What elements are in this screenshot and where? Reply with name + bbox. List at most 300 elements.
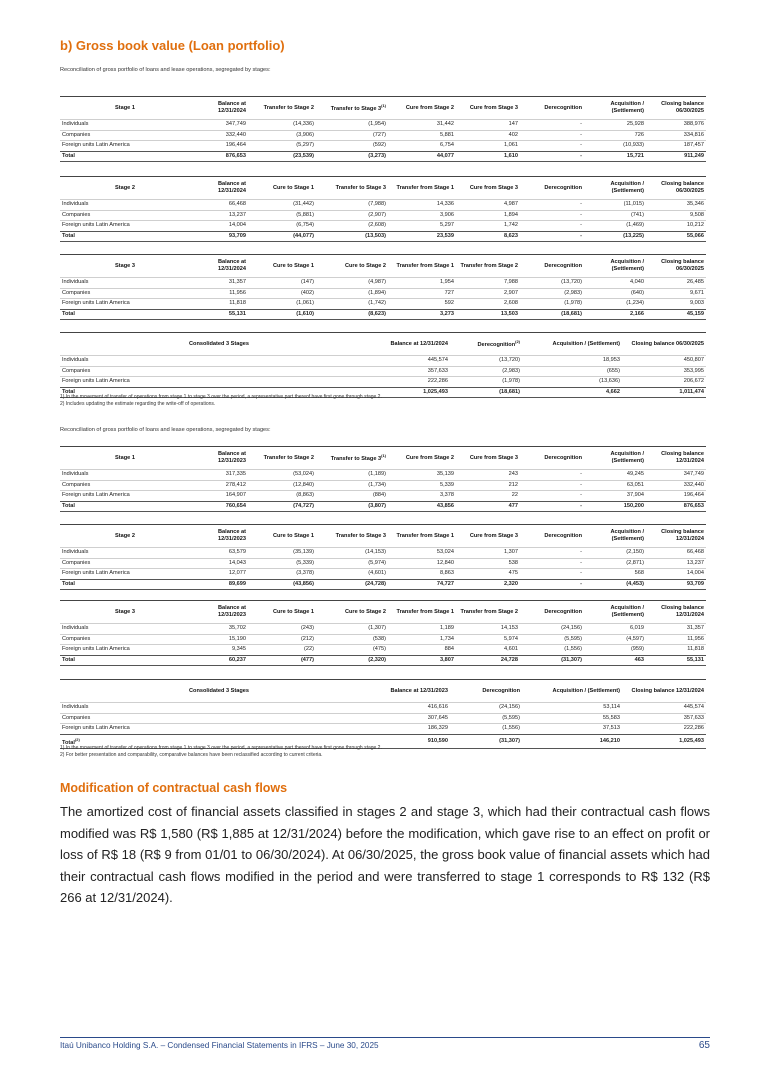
table-row [60, 288, 706, 299]
table-cell: 1,061 [504, 142, 518, 149]
table-cell: 1,894 [504, 211, 518, 218]
table-cell: (14,153) [365, 549, 386, 555]
total-cell: 55,131 [686, 656, 704, 663]
row-label: Companies [62, 367, 91, 374]
table-cell: (1,556) [502, 725, 520, 732]
column-header: Balance at 12/31/2023 [218, 605, 246, 618]
table-cell: 55,583 [602, 714, 620, 721]
table-cell: 2,907 [504, 289, 518, 296]
total-cell: 45,159 [686, 310, 704, 317]
column-header: Balance at 12/31/2024 [218, 259, 246, 272]
section-title: b) Gross book value (Loan portfolio) [60, 38, 285, 53]
row-label: Individuals [62, 549, 89, 555]
table-cell: (1,954) [368, 121, 386, 127]
total-label: Total [62, 388, 75, 395]
footer-divider [60, 1037, 710, 1038]
footnote-marker: (1) [381, 103, 386, 109]
table-cell: 187,457 [683, 142, 704, 149]
column-header: Acquisition / (Settlement) [552, 687, 620, 694]
total-cell: (18,681) [499, 388, 520, 395]
table-cell: 147 [508, 121, 518, 127]
table-cell: (1,189) [368, 471, 386, 477]
table-row [60, 569, 706, 580]
table-cell: 35,139 [436, 471, 454, 477]
total-label: Total$^{(2)}$ [62, 736, 80, 746]
table-cell: - [580, 492, 582, 499]
total-cell: 910,590 [427, 737, 448, 744]
column-header: Balance at 12/31/2023 [218, 529, 246, 542]
table-cell: (53,024) [293, 471, 314, 477]
header-row [60, 525, 706, 548]
table-cell: 18,953 [602, 357, 620, 363]
header-row [60, 447, 706, 470]
table-cell: 10,212 [686, 222, 704, 229]
column-header: Transfer from Stage 1 [396, 532, 454, 539]
column-header: Acquisition / (Settlement) [610, 605, 644, 618]
total-row [60, 655, 706, 666]
table-cell: 307,645 [427, 714, 448, 721]
table-cell: 243 [508, 471, 518, 477]
table-row [60, 278, 706, 289]
table-cell: - [580, 142, 582, 149]
column-header: Derecognition [544, 262, 582, 269]
table-cell: 347,749 [225, 121, 246, 127]
header-row [60, 255, 706, 278]
table-cell: 1,734 [440, 635, 454, 642]
table-cell: - [580, 471, 582, 477]
note-2: 2) Includes updating the estimate regarding the write-off of operations. [60, 401, 216, 407]
table-cell: (10,933) [623, 142, 644, 149]
table-cell: (2,608) [368, 222, 386, 229]
total-row [60, 231, 706, 242]
table-cell: (5,595) [564, 635, 582, 642]
table-cell: (5,339) [296, 559, 314, 566]
total-cell: (74,727) [293, 502, 314, 509]
header-row [60, 177, 706, 200]
table-cell: 53,114 [603, 704, 620, 710]
subsection-title: Modification of contractual cash flows [60, 781, 288, 795]
page-number: 65 [698, 1040, 710, 1051]
column-header: Consolidated 3 Stages [189, 340, 249, 347]
table-stage3-2024 [60, 600, 706, 666]
table-cell: - [580, 222, 582, 229]
column-header: Balance at 12/31/2024 [218, 101, 246, 114]
column-header: Transfer to Stage 2 [263, 104, 314, 111]
column-header: Cure to Stage 1 [272, 184, 314, 191]
table-cell: - [580, 121, 582, 127]
column-header: Stage 1 [115, 454, 135, 461]
table-cell: 402 [508, 131, 518, 138]
table-cell: 3,906 [440, 211, 454, 218]
table-row [60, 480, 706, 491]
table-cell: 26,485 [686, 279, 704, 285]
total-cell: (24,728) [365, 580, 386, 587]
column-header: Cure from Stage 3 [469, 184, 518, 191]
table-row [60, 141, 706, 152]
column-header: Cure from Stage 3 [469, 532, 518, 539]
total-cell: 911,249 [684, 152, 704, 159]
column-header: Derecognition [544, 454, 582, 461]
table-cell: (4,601) [368, 570, 386, 577]
total-cell: 3,807 [440, 656, 454, 663]
table-cell: - [580, 211, 582, 218]
table-cell: (7,988) [368, 201, 386, 207]
row-label: Foreign units Latin America [62, 300, 130, 307]
total-cell: 44,077 [436, 152, 454, 159]
total-row [60, 579, 706, 590]
row-label: Individuals [62, 121, 89, 127]
column-header: Derecognition [544, 532, 582, 539]
table-row [60, 645, 706, 656]
table-cell: 206,672 [683, 378, 704, 385]
table-cell: (243) [300, 625, 314, 631]
table-cell: 31,442 [436, 121, 454, 127]
column-header: Closing balance 12/31/2024 [661, 605, 704, 618]
total-cell: (13,503) [365, 232, 386, 239]
table-cell: 11,818 [687, 646, 704, 653]
table-stage3-2025 [60, 254, 706, 320]
total-cell: 2,320 [504, 580, 518, 587]
table-cell: (402) [300, 289, 314, 296]
table-cell: 1,742 [504, 222, 518, 229]
table-cell: (5,974) [368, 559, 386, 566]
table-cell: 347,749 [683, 471, 704, 477]
row-label: Foreign units Latin America [62, 646, 130, 653]
table-cell: 416,616 [427, 704, 448, 710]
column-header: Consolidated 3 Stages [189, 687, 249, 694]
column-header: Stage 2 [115, 532, 135, 539]
table-cell: 196,464 [683, 492, 704, 499]
table-cell: (1,894) [368, 289, 386, 296]
table-cell: (1,234) [626, 300, 644, 307]
table-cell: 13,237 [686, 559, 704, 566]
table-cell: 353,995 [683, 367, 704, 374]
table-cell: 37,904 [626, 492, 644, 499]
table-row [60, 299, 706, 310]
table-cell: (11,015) [623, 201, 644, 207]
table-cell: (4,987) [368, 279, 386, 285]
total-row [60, 501, 706, 512]
table-cell: 35,702 [228, 625, 246, 631]
table-cell: (13,720) [499, 357, 520, 363]
table-cell: 357,633 [427, 367, 448, 374]
footer-text: Itaú Unibanco Holding S.A. – Condensed Financial Statements in IFRS – June 30, 2025 [60, 1041, 379, 1050]
row-label: Companies [62, 635, 91, 642]
table-cell: 66,468 [228, 201, 246, 207]
table-cell: (475) [372, 646, 386, 653]
table-cell: (13,636) [599, 378, 620, 385]
table-cell: 884 [444, 646, 454, 653]
total-cell: 876,653 [683, 502, 704, 509]
table-row [60, 713, 706, 724]
table-row [60, 221, 706, 232]
total-cell: 15,721 [626, 152, 644, 159]
table-cell: (22) [304, 646, 314, 653]
total-label: Total [62, 580, 75, 587]
table-stage2-2025 [60, 176, 706, 242]
table-cell: 11,818 [229, 300, 246, 307]
column-header: Stage 1 [115, 104, 135, 111]
total-cell: (3,807) [368, 502, 386, 509]
row-label: Companies [62, 131, 91, 138]
column-header: Closing balance 06/30/2025 [661, 259, 704, 272]
total-cell: 74,727 [436, 580, 454, 587]
table-cell: (6,754) [296, 222, 314, 229]
table-cell: (1,061) [296, 300, 314, 307]
column-header: Acquisition / (Settlement) [610, 529, 644, 542]
column-header: Closing balance 06/30/2025 [631, 340, 704, 347]
row-label: Individuals [62, 279, 89, 285]
table-cell: 222,286 [683, 725, 704, 732]
total-cell: - [580, 232, 582, 239]
table-cell: 12,840 [436, 559, 454, 566]
table-cell: 5,974 [504, 635, 518, 642]
table-row [60, 377, 706, 388]
table-cell: (24,156) [499, 704, 520, 710]
table-stage1-2024 [60, 446, 706, 512]
footnote-marker: (2) [515, 339, 520, 345]
row-label: Foreign units Latin America [62, 142, 130, 149]
table-cell: (4,597) [626, 635, 644, 642]
table-cell: (147) [300, 279, 314, 285]
table-cell: (14,336) [293, 121, 314, 127]
table-cell: 66,468 [686, 549, 704, 555]
table-cell: 49,245 [626, 471, 644, 477]
total-cell: 150,200 [623, 502, 644, 509]
table-stage1-2025 [60, 96, 706, 162]
table-consolidated-2024 [60, 679, 706, 749]
table-cell: - [580, 131, 582, 138]
column-header: Transfer to Stage 3$^{(1)}$ [330, 103, 386, 112]
table-row [60, 558, 706, 569]
header-row [60, 680, 706, 703]
table-cell: (35,139) [293, 549, 314, 555]
table-cell: (884) [372, 492, 386, 499]
table-row [60, 724, 706, 735]
table-cell: 11,956 [687, 635, 704, 642]
total-cell: (31,307) [561, 656, 582, 663]
table-cell: 5,339 [440, 481, 454, 488]
table-cell: 11,956 [229, 289, 246, 296]
column-header: Transfer from Stage 2 [460, 608, 518, 615]
table-cell: 8,863 [440, 570, 454, 577]
column-header: Cure from Stage 2 [405, 454, 454, 461]
table-cell: 53,024 [436, 549, 454, 555]
table-cell: 1,954 [440, 279, 454, 285]
body-paragraph: The amortized cost of financial assets classified in stages 2 and stage 3, which had their contractual cash flows modified was R$ 1,580 (R$ 1,885 at 12/31/2024) before the modification, which gave rise to an effect on profit or loss of R$ 18 (R$ 9 from 01/01 to 06/30/2024). At 06/30/2025, the gross book value of financial assets which had their contractual cash flows modified in the period and were transferred to stage 1 corresponds to R$ 132 (R$ 266 at 12/31/2024). [60, 804, 710, 905]
total-cell: 24,728 [500, 656, 518, 663]
table-cell: 4,601 [504, 646, 518, 653]
table-cell: (1,978) [502, 378, 520, 385]
total-label: Total [62, 152, 75, 159]
table-cell: (212) [300, 635, 314, 642]
row-label: Foreign units Latin America [62, 570, 130, 577]
table-cell: (31,442) [293, 201, 314, 207]
table-cell: (741) [630, 211, 644, 218]
total-cell: 463 [634, 656, 644, 663]
table-cell: 9,345 [232, 646, 246, 653]
total-label: Total [62, 232, 75, 239]
column-header: Acquisition / (Settlement) [610, 181, 644, 194]
table-cell: 317,335 [225, 471, 246, 477]
column-header: Closing balance 06/30/2025 [661, 181, 704, 194]
table-cell: 15,190 [228, 635, 246, 642]
table-cell: (1,469) [626, 222, 644, 229]
column-header: Cure to Stage 1 [272, 608, 314, 615]
total-cell: (4,453) [626, 580, 644, 587]
intro-2025: Reconciliation of gross portfolio of loans and lease operations, segregated by stages: [60, 67, 271, 73]
table-cell: 357,633 [683, 714, 704, 721]
total-cell: 146,210 [599, 737, 620, 744]
table-cell: 7,988 [504, 279, 518, 285]
table-cell: - [580, 201, 582, 207]
total-cell: 89,699 [228, 580, 246, 587]
column-header: Derecognition [544, 104, 582, 111]
table-cell: 5,881 [440, 131, 454, 138]
table-cell: (2,983) [564, 289, 582, 296]
table-cell: 568 [634, 570, 644, 577]
total-cell: (2,320) [368, 656, 386, 663]
column-header: Balance at 12/31/2023 [218, 451, 246, 464]
table-cell: 14,004 [686, 570, 704, 577]
column-header: Closing balance 12/31/2024 [661, 451, 704, 464]
total-cell: (13,225) [623, 232, 644, 239]
table-cell: (655) [606, 367, 620, 374]
table-cell: (2,150) [626, 549, 644, 555]
table-cell: 14,004 [228, 222, 246, 229]
total-cell: 43,856 [436, 502, 454, 509]
total-cell: 55,131 [228, 310, 246, 317]
table-cell: 445,574 [427, 357, 448, 363]
table-cell: 9,671 [690, 289, 704, 296]
column-header: Acquisition / (Settlement) [552, 340, 620, 347]
column-header: Derecognition [482, 687, 520, 694]
table-row [60, 356, 706, 367]
notes-2025 [60, 394, 382, 408]
table-row [60, 491, 706, 502]
table-cell: (13,720) [561, 279, 582, 285]
column-header: Balance at 12/31/2023 [390, 687, 448, 694]
table-cell: 538 [508, 559, 518, 566]
table-cell: 332,440 [225, 131, 246, 138]
header-row [60, 601, 706, 624]
table-row [60, 210, 706, 221]
total-cell: 876,653 [225, 152, 246, 159]
column-header: Derecognition [544, 608, 582, 615]
row-label: Individuals [62, 471, 89, 477]
row-label: Foreign units Latin America [62, 492, 130, 499]
row-label: Individuals [62, 625, 89, 631]
table-cell: 475 [508, 570, 518, 577]
table-cell: 6,754 [440, 142, 454, 149]
total-cell: 1,025,493 [679, 737, 704, 744]
table-cell: (959) [630, 646, 644, 653]
total-row [60, 309, 706, 320]
total-cell: 1,011,474 [679, 388, 704, 395]
total-cell: 60,237 [228, 656, 246, 663]
table-cell: 13,237 [228, 211, 246, 218]
table-cell: (538) [372, 635, 386, 642]
total-row [60, 151, 706, 162]
table-cell: 1,189 [440, 625, 454, 631]
table-cell: 9,003 [690, 300, 704, 307]
row-label: Companies [62, 559, 91, 566]
table-row [60, 634, 706, 645]
table-cell: 445,574 [683, 704, 704, 710]
total-cell: (43,856) [293, 580, 314, 587]
total-cell: 93,709 [228, 232, 246, 239]
column-header: Cure to Stage 1 [272, 532, 314, 539]
table-cell: - [580, 549, 582, 555]
row-label: Companies [62, 289, 91, 296]
total-label: Total [62, 502, 75, 509]
column-header: Derecognition [544, 184, 582, 191]
footnote-marker: (2) [74, 736, 80, 742]
table-cell: 63,051 [626, 481, 644, 488]
column-header: Transfer from Stage 2 [460, 262, 518, 269]
header-row [60, 333, 706, 356]
table-cell: 63,579 [228, 549, 246, 555]
header-row [60, 97, 706, 120]
column-header: Transfer to Stage 3 [335, 184, 386, 191]
table-cell: 31,357 [228, 279, 246, 285]
total-cell: 23,539 [436, 232, 454, 239]
footnote-marker: (1) [381, 453, 386, 459]
column-header: Cure from Stage 2 [405, 104, 454, 111]
table-cell: (592) [372, 142, 386, 149]
column-header: Balance at 12/31/2024 [390, 340, 448, 347]
table-cell: 4,987 [504, 201, 518, 207]
total-cell: - [580, 502, 582, 509]
note-1: 1) In the movement of transfer of operations from stage 1 to stage 3 over the period, a representative part thereof have first gone through stage 2. [60, 745, 382, 751]
total-label: Total [62, 656, 75, 663]
total-cell: 13,503 [500, 310, 518, 317]
row-label: Foreign units Latin America [62, 378, 130, 385]
column-header: Stage 3 [115, 262, 135, 269]
column-header: Cure to Stage 2 [344, 608, 386, 615]
total-cell: 1,610 [504, 152, 518, 159]
total-cell: (8,623) [368, 310, 386, 317]
total-cell: - [580, 580, 582, 587]
table-row [60, 130, 706, 141]
table-cell: (8,863) [296, 492, 314, 499]
total-cell: (1,610) [296, 310, 314, 317]
column-header: Acquisition / (Settlement) [610, 451, 644, 464]
table-row [60, 624, 706, 635]
table-cell: 278,412 [225, 481, 246, 488]
table-row [60, 120, 706, 131]
table-cell: 37,513 [602, 725, 620, 732]
table-cell: 727 [444, 289, 454, 296]
table-row [60, 548, 706, 559]
table-cell: 1,307 [504, 549, 518, 555]
table-cell: 4,040 [630, 279, 644, 285]
column-header: Transfer from Stage 1 [396, 184, 454, 191]
column-header: Closing balance 06/30/2025 [661, 101, 704, 114]
row-label: Companies [62, 211, 91, 218]
total-cell: (18,681) [561, 310, 582, 317]
table-cell: (5,881) [296, 211, 314, 218]
total-cell: 477 [508, 502, 518, 509]
table-cell: 2,608 [504, 300, 518, 307]
table-consolidated-2025 [60, 332, 706, 398]
table-cell: 14,336 [436, 201, 454, 207]
table-cell: (5,595) [502, 714, 520, 721]
table-cell: 25,928 [626, 121, 644, 127]
table-cell: 726 [634, 131, 644, 138]
note-1: 1) In the movement of transfer of operations from stage 1 to stage 3 over the period, a representative part thereof have first gone through stage 2. [60, 394, 382, 400]
column-header: Closing balance 12/31/2024 [661, 529, 704, 542]
